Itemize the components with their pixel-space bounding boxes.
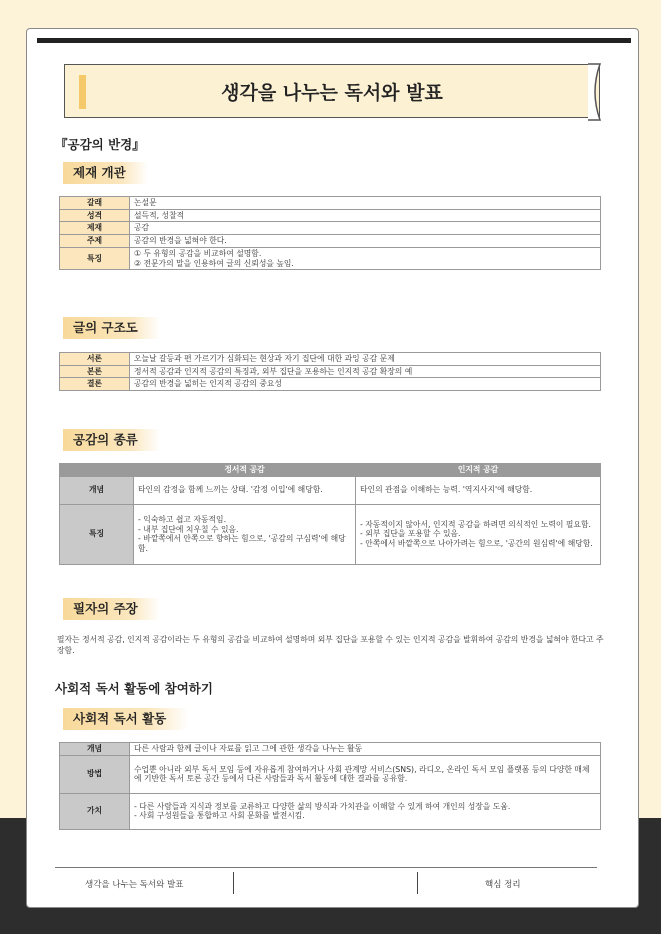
table-row	[60, 793, 601, 829]
claim-heading: 필자의 주장	[63, 598, 160, 620]
social-table	[59, 742, 601, 830]
overview-heading: 제재 개관	[63, 162, 148, 184]
row-value: 오늘날 갈등과 편 가르기가 심화되는 현상과 자기 집단에 대한 과잉 공감 문제	[130, 353, 601, 366]
table-row	[60, 378, 601, 391]
row-label: 가치	[60, 793, 130, 829]
cell-emotional: 타인의 감정을 함께 느끼는 상태. '감정 이입'에 해당함.	[134, 476, 356, 504]
row-value: 다른 사람과 함께 글이나 자료를 읽고 그에 관한 생각을 나누는 활동	[130, 743, 601, 756]
row-label: 서론	[60, 353, 130, 366]
top-rule	[37, 38, 631, 43]
table-row	[60, 235, 601, 248]
structure-table	[59, 352, 601, 391]
column-header: 정서적 공감	[134, 464, 356, 477]
row-value: 설득적, 성찰적	[130, 209, 601, 222]
row-value: - 다른 사람들과 지식과 정보를 교류하고 다양한 삶의 방식과 가치관을 이해할 수 있게 하여 개인의 성장을 도움. - 사회 구성원들을 통합하고 사회 문화를 발전시킴.	[130, 793, 601, 829]
types-table	[59, 463, 601, 565]
row-label: 개념	[60, 743, 130, 756]
row-value: 공감	[130, 222, 601, 235]
table-row	[60, 222, 601, 235]
footer-right-label: 핵심 정리	[485, 880, 521, 890]
row-label: 특징	[60, 247, 130, 269]
page-curl-icon	[586, 61, 616, 123]
row-label: 방법	[60, 755, 130, 793]
row-value: 수업뿐 아니라 외부 독서 모임 등에 자유롭게 참여하거나 사회 관계망 서비스(SNS), 라디오, 온라인 독서 모임 플랫폼 등의 다양한 매체에 기반한 독서 토론 공간 등에서 다른 사람들과 독서 활동에 대한 결과를 공유함.	[130, 755, 601, 793]
cell-emotional: - 익숙하고 쉽고 자동적임. - 내부 집단에 치우칠 수 있음. - 바깥쪽에서 안쪽으로 향하는 힘으로, '공감의 구심력'에 해당함.	[134, 504, 356, 564]
work-title: 『공감의 반경』	[55, 137, 145, 152]
footer-divider	[417, 872, 418, 894]
row-value: 정서적 공감과 인지적 공감의 특징과, 외부 집단을 포용하는 인지적 공감 확장의 예	[130, 365, 601, 378]
structure-heading: 글의 구조도	[63, 317, 160, 339]
table-row	[60, 504, 601, 564]
row-value: 공감의 반경을 넓히는 인지적 공감의 중요성	[130, 378, 601, 391]
footer-left-label: 생각을 나누는 독서와 발표	[85, 880, 184, 890]
table-row	[60, 743, 601, 756]
title-box	[64, 64, 600, 118]
social-heading: 사회적 독서 활동	[63, 708, 188, 730]
row-label: 개념	[60, 476, 134, 504]
row-label: 결론	[60, 378, 130, 391]
footer-divider	[233, 872, 234, 894]
table-row	[60, 755, 601, 793]
table-row	[60, 197, 601, 210]
claim-text: 필자는 정서적 공감, 인지적 공감이라는 두 유형의 공감을 비교하여 설명하며 외부 집단을 포용할 수 있는 인지적 공감을 발휘하여 공감의 반경을 넓혀야 한다고 주장함.	[57, 635, 604, 655]
row-label: 갈래	[60, 197, 130, 210]
row-label: 주제	[60, 235, 130, 248]
document-page	[26, 28, 639, 908]
row-label: 제재	[60, 222, 130, 235]
column-header: 인지적 공감	[356, 464, 601, 477]
cell-cognitive: - 자동적이지 않아서, 인지적 공감을 하려면 의식적인 노력이 필요함. - 외부 집단을 포용할 수 있음. - 안쪽에서 바깥쪽으로 나아가려는 힘으로, '공간의 원심력'에 해당함.	[356, 504, 601, 564]
row-value: 논설문	[130, 197, 601, 210]
footer-rule	[55, 867, 597, 868]
table-row	[60, 365, 601, 378]
types-heading: 공감의 종류	[63, 429, 160, 451]
section2-title: 사회적 독서 활동에 참여하기	[55, 681, 213, 696]
table-row	[60, 247, 601, 269]
table-row	[60, 209, 601, 222]
row-label: 특징	[60, 504, 134, 564]
row-value: ① 두 유형의 공감을 비교하여 설명함. ② 전문가의 말을 인용하여 글의 신뢰성을 높임.	[130, 247, 601, 269]
cell-cognitive: 타인의 관점을 이해하는 능력. '역지사지'에 해당함.	[356, 476, 601, 504]
overview-table	[59, 196, 601, 270]
row-label: 본론	[60, 365, 130, 378]
table-row	[60, 353, 601, 366]
page-title: 생각을 나누는 독서와 발표	[221, 81, 443, 104]
row-value: 공감의 반경을 넓혀야 한다.	[130, 235, 601, 248]
table-header-row	[60, 464, 601, 477]
table-row	[60, 476, 601, 504]
column-header	[60, 464, 134, 477]
row-label: 성격	[60, 209, 130, 222]
